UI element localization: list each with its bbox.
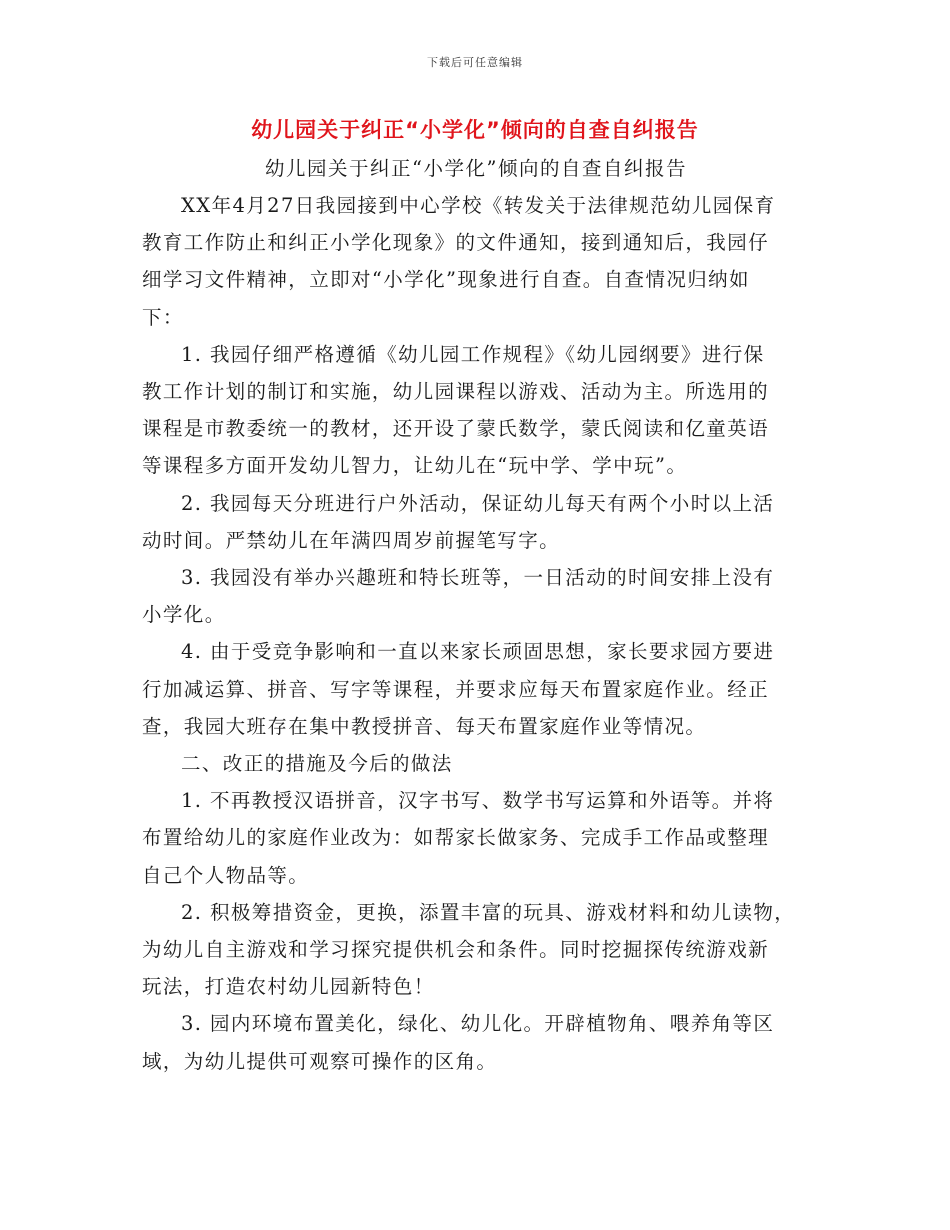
paragraph-line: 二、改正的措施及今后的做法 (181, 752, 453, 776)
document-title: 幼儿园关于纠正“小学化”倾向的自查自纠报告 (251, 118, 699, 142)
paragraph-line: 为幼儿自主游戏和学习探究提供机会和条件。同时挖掘探传统游戏新 (142, 938, 770, 962)
paragraph (142, 782, 810, 894)
paragraph-line: 自己个人物品等。 (142, 863, 310, 887)
header-note: 下载后可任意编辑 (427, 56, 523, 69)
paragraph (142, 1005, 810, 1079)
paragraph (142, 336, 810, 485)
paragraph-line: 小学化。 (142, 603, 226, 627)
paragraph-line: 3. 园内环境布置美化，绿化、幼儿化。开辟植物角、喂养角等区 (181, 1012, 775, 1036)
paragraph-list (142, 187, 810, 1080)
paragraph-line: 1. 不再教授汉语拼音，汉字书写、数学书写运算和外语等。并将 (181, 789, 775, 813)
document-body (142, 150, 810, 1080)
paragraph (142, 745, 810, 782)
paragraph-line: 布置给幼儿的家庭作业改为：如帮家长做家务、完成手工作品或整理 (142, 826, 770, 850)
paragraph-line: 域，为幼儿提供可观察可操作的区角。 (142, 1049, 498, 1073)
paragraph-line: 4. 由于受竞争影响和一直以来家长顽固思想，家长要求园方要进 (181, 640, 775, 664)
paragraph-line: 下： (142, 305, 184, 329)
paragraph-line: XX年4月27日我园接到中心学校《转发关于法律规范幼儿园保育 (181, 194, 776, 217)
paragraph (142, 894, 810, 1006)
paragraph-line: 等课程多方面开发幼儿智力，让幼儿在“玩中学、学中玩”。 (142, 454, 688, 478)
paragraph (142, 485, 810, 559)
paragraph-line: 查，我园大班存在集中教授拼音、每天布置家庭作业等情况。 (142, 714, 707, 738)
paragraph-line: 动时间。严禁幼儿在年满四周岁前握笔写字。 (142, 528, 561, 552)
paragraph (142, 559, 810, 633)
document-subtitle: 幼儿园关于纠正“小学化”倾向的自查自纠报告 (265, 157, 687, 180)
paragraph (142, 633, 810, 745)
paragraph-line: 课程是市教委统一的教材，还开设了蒙氏数学，蒙氏阅读和亿童英语 (142, 417, 770, 441)
paragraph-line: 教工作计划的制订和实施，幼儿园课程以游戏、活动为主。所选用的 (142, 380, 770, 404)
paragraph-line: 1. 我园仔细严格遵循《幼儿园工作规程》《幼儿园纲要》进行保 (181, 342, 765, 366)
paragraph-line: 教育工作防止和纠正小学化现象》的文件通知，接到通知后，我园仔 (142, 231, 770, 255)
paragraph-line: 细学习文件精神，立即对“小学化”现象进行自查。自查情况归纳如 (142, 268, 750, 292)
paragraph-line: 2. 积极筹措资金，更换，添置丰富的玩具、游戏材料和幼儿读物， (181, 900, 796, 924)
paragraph-line: 3. 我园没有举办兴趣班和特长班等，一日活动的时间安排上没有 (181, 566, 775, 590)
paragraph-line: 行加减运算、拼音、写字等课程，并要求应每天布置家庭作业。经正 (142, 677, 770, 701)
paragraph (142, 187, 810, 336)
paragraph-line: 玩法，打造农村幼儿园新特色！ (142, 975, 435, 999)
paragraph-line: 2. 我园每天分班进行户外活动，保证幼儿每天有两个小时以上活 (181, 491, 775, 515)
